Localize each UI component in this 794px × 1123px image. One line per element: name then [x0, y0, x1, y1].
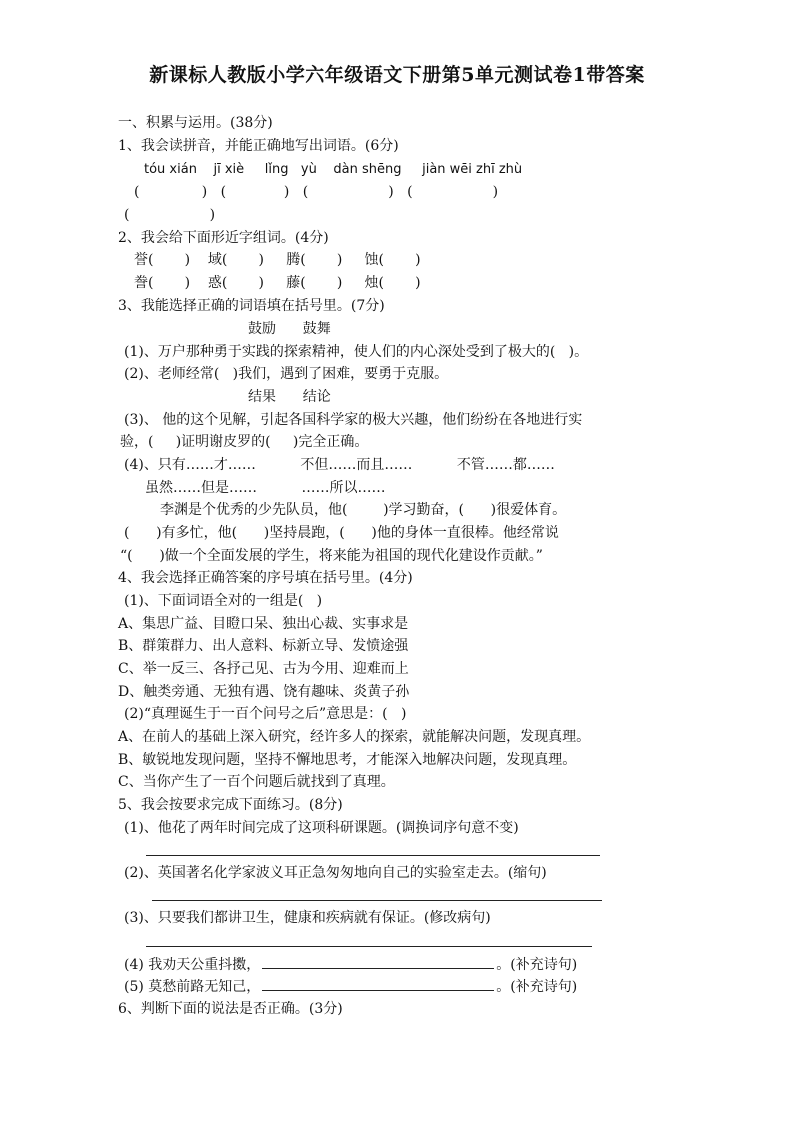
- question-1: 1、我会读拼音，并能正确地写出词语。(6分): [118, 138, 399, 154]
- question-5-item: (3)、只要我们都讲卫生，健康和疾病就有保证。(修改病句): [124, 910, 491, 926]
- poem-prompt: (5) 莫愁前路无知己，: [124, 979, 261, 995]
- question-1-answer-row[interactable]: ( ): [124, 207, 216, 223]
- word-choices: 结果 结论: [248, 389, 331, 405]
- question-3-item[interactable]: 验，( )证明谢皮罗的( )完全正确。: [120, 434, 369, 450]
- question-6: 6、判断下面的说法是否正确。(3分): [118, 1001, 343, 1017]
- question-3-passage[interactable]: “( )做一个全面发展的学生，将来能为祖国的现代化建设作贡献。”: [120, 548, 543, 564]
- option-c: C、举一反三、各抒己见、古为今用、迎难而上: [118, 661, 409, 677]
- question-4: 4、我会选择正确答案的序号填在括号里。(4分): [118, 570, 413, 586]
- question-3-item[interactable]: (3)、 他的这个见解，引起各国科学家的极大兴趣，他们纷纷在各地进行实: [124, 412, 583, 428]
- question-4-item[interactable]: (2)“真理诞生于一百个问号之后”意思是：( ): [124, 706, 407, 722]
- question-1-pinyin: tóu xián jī xiè lǐng yù dàn shēng jiàn wēi zhī zhù: [144, 162, 523, 177]
- question-3-passage[interactable]: ( )有多忙，他( )坚持晨跑，( )他的身体一直很棒。他经常说: [124, 525, 559, 541]
- option-a: A、集思广益、目瞪口呆、独出心裁、实事求是: [118, 616, 409, 632]
- word-choices: 鼓励 鼓舞: [248, 321, 331, 337]
- question-5-item: (2)、英国著名化学家波义耳正急匆匆地向自己的实验室走去。(缩句): [124, 865, 547, 881]
- poem-note: 。(补充诗句): [496, 957, 578, 973]
- option-b: B、敏锐地发现问题，坚持不懈地思考，才能深入地解决问题，发现真理。: [118, 752, 577, 768]
- option-c: C、当你产生了一百个问题后就找到了真理。: [118, 774, 395, 790]
- question-3-item[interactable]: (2)、老师经常( )我们，遇到了困难，要勇于克服。: [124, 366, 449, 382]
- option-a: A、在前人的基础上深入研究，经许多人的探索，就能解决问题，发现真理。: [118, 729, 591, 745]
- question-3: 3、我能选择正确的词语填在括号里。(7分): [118, 298, 385, 314]
- answer-blank[interactable]: [262, 954, 494, 969]
- question-2: 2、我会给下面形近字组词。(4分): [118, 230, 329, 246]
- question-2-row[interactable]: 誊( ) 惑( ) 藤( ) 烛( ): [134, 275, 421, 291]
- section-heading: 一、积累与运用。(38分): [118, 115, 273, 131]
- answer-line[interactable]: [146, 855, 600, 856]
- question-5-item: [124, 976, 577, 997]
- question-3-item: (4)、只有……才…… 不但……而且…… 不管……都……: [124, 457, 555, 473]
- answer-blank[interactable]: [262, 976, 494, 991]
- question-1-answer-row[interactable]: ( ) ( ) ( ) ( ): [134, 184, 499, 200]
- question-5-item: (1)、他花了两年时间完成了这项科研课题。(调换词序句意不变): [124, 820, 519, 836]
- question-2-row[interactable]: 誉( ) 域( ) 腾( ) 蚀( ): [134, 252, 421, 268]
- answer-line[interactable]: [152, 900, 602, 901]
- option-d: D、触类旁通、无独有遇、饶有趣味、炎黄子孙: [118, 684, 410, 700]
- question-3-item[interactable]: (1)、万户那种勇于实践的探索精神，使人们的内心深处受到了极大的( )。: [124, 344, 589, 360]
- option-b: B、群策群力、出人意料、标新立导、发愤途强: [118, 638, 409, 654]
- question-5-item: [124, 954, 577, 975]
- poem-prompt: (4) 我劝天公重抖擞，: [124, 957, 261, 973]
- question-5: 5、我会按要求完成下面练习。(8分): [118, 797, 343, 813]
- poem-note: 。(补充诗句): [496, 979, 578, 995]
- page-title: 新课标人教版小学六年级语文下册第5单元测试卷1带答案: [149, 64, 645, 86]
- question-3-item: 虽然……但是…… ……所以……: [145, 480, 386, 496]
- question-4-item[interactable]: (1)、下面词语全对的一组是( ): [124, 593, 323, 609]
- question-3-passage[interactable]: 李渊是个优秀的少先队员，他( )学习勤奋，( )很爱体育。: [160, 502, 567, 518]
- answer-line[interactable]: [146, 946, 592, 947]
